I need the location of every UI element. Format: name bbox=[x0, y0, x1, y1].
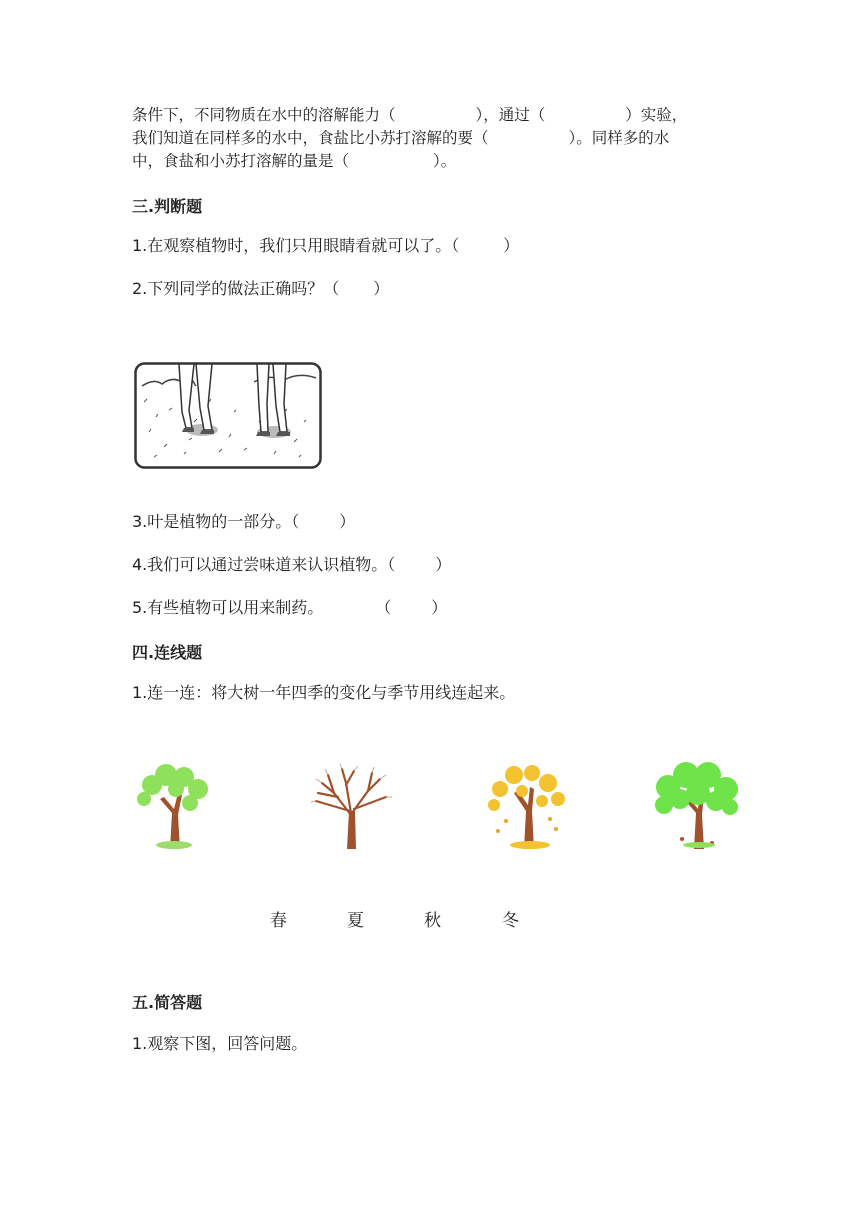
intro-line-3: 中，食盐和小苏打溶解的量是（ ）。 bbox=[132, 152, 457, 170]
section-4-heading: 四.连线题 bbox=[132, 643, 203, 662]
students-on-grass-illustration bbox=[134, 362, 324, 470]
section-3-heading: 三.判断题 bbox=[132, 197, 203, 216]
question-3-1: 1.在观察植物时，我们只用眼睛看就可以了。（ ） bbox=[132, 236, 520, 255]
intro-line-1: 条件下，不同物质在水中的溶解能力（ ），通过（ ）实验， bbox=[132, 106, 688, 124]
winter-tree-image bbox=[310, 763, 394, 849]
section-5-heading: 五.简答题 bbox=[132, 993, 203, 1012]
question-5-1: 1.观察下图，回答问题。 bbox=[132, 1034, 308, 1053]
question-3-4: 4.我们可以通过尝味道来认识植物。（ ） bbox=[132, 555, 452, 574]
autumn-tree-image bbox=[484, 763, 572, 849]
question-3-2: 2.下列同学的做法正确吗？（ ） bbox=[132, 279, 390, 298]
season-autumn-label: 秋 bbox=[424, 911, 441, 931]
season-spring-label: 春 bbox=[270, 911, 287, 931]
spring-tree-image bbox=[134, 763, 212, 849]
intro-paragraph bbox=[132, 104, 732, 173]
intro-line-2: 我们知道在同样多的水中，食盐比小苏打溶解的要（ ）。同样多的水 bbox=[132, 129, 670, 147]
season-winter-label: 冬 bbox=[502, 911, 519, 931]
question-4-1: 1.连一连：将大树一年四季的变化与季节用线连起来。 bbox=[132, 683, 516, 702]
question-3-3: 3.叶是植物的一部分。（ ） bbox=[132, 512, 356, 531]
question-3-5: 5.有些植物可以用来制药。 （ ） bbox=[132, 598, 448, 617]
summer-tree-image bbox=[652, 763, 742, 849]
season-summer-label: 夏 bbox=[347, 911, 364, 931]
